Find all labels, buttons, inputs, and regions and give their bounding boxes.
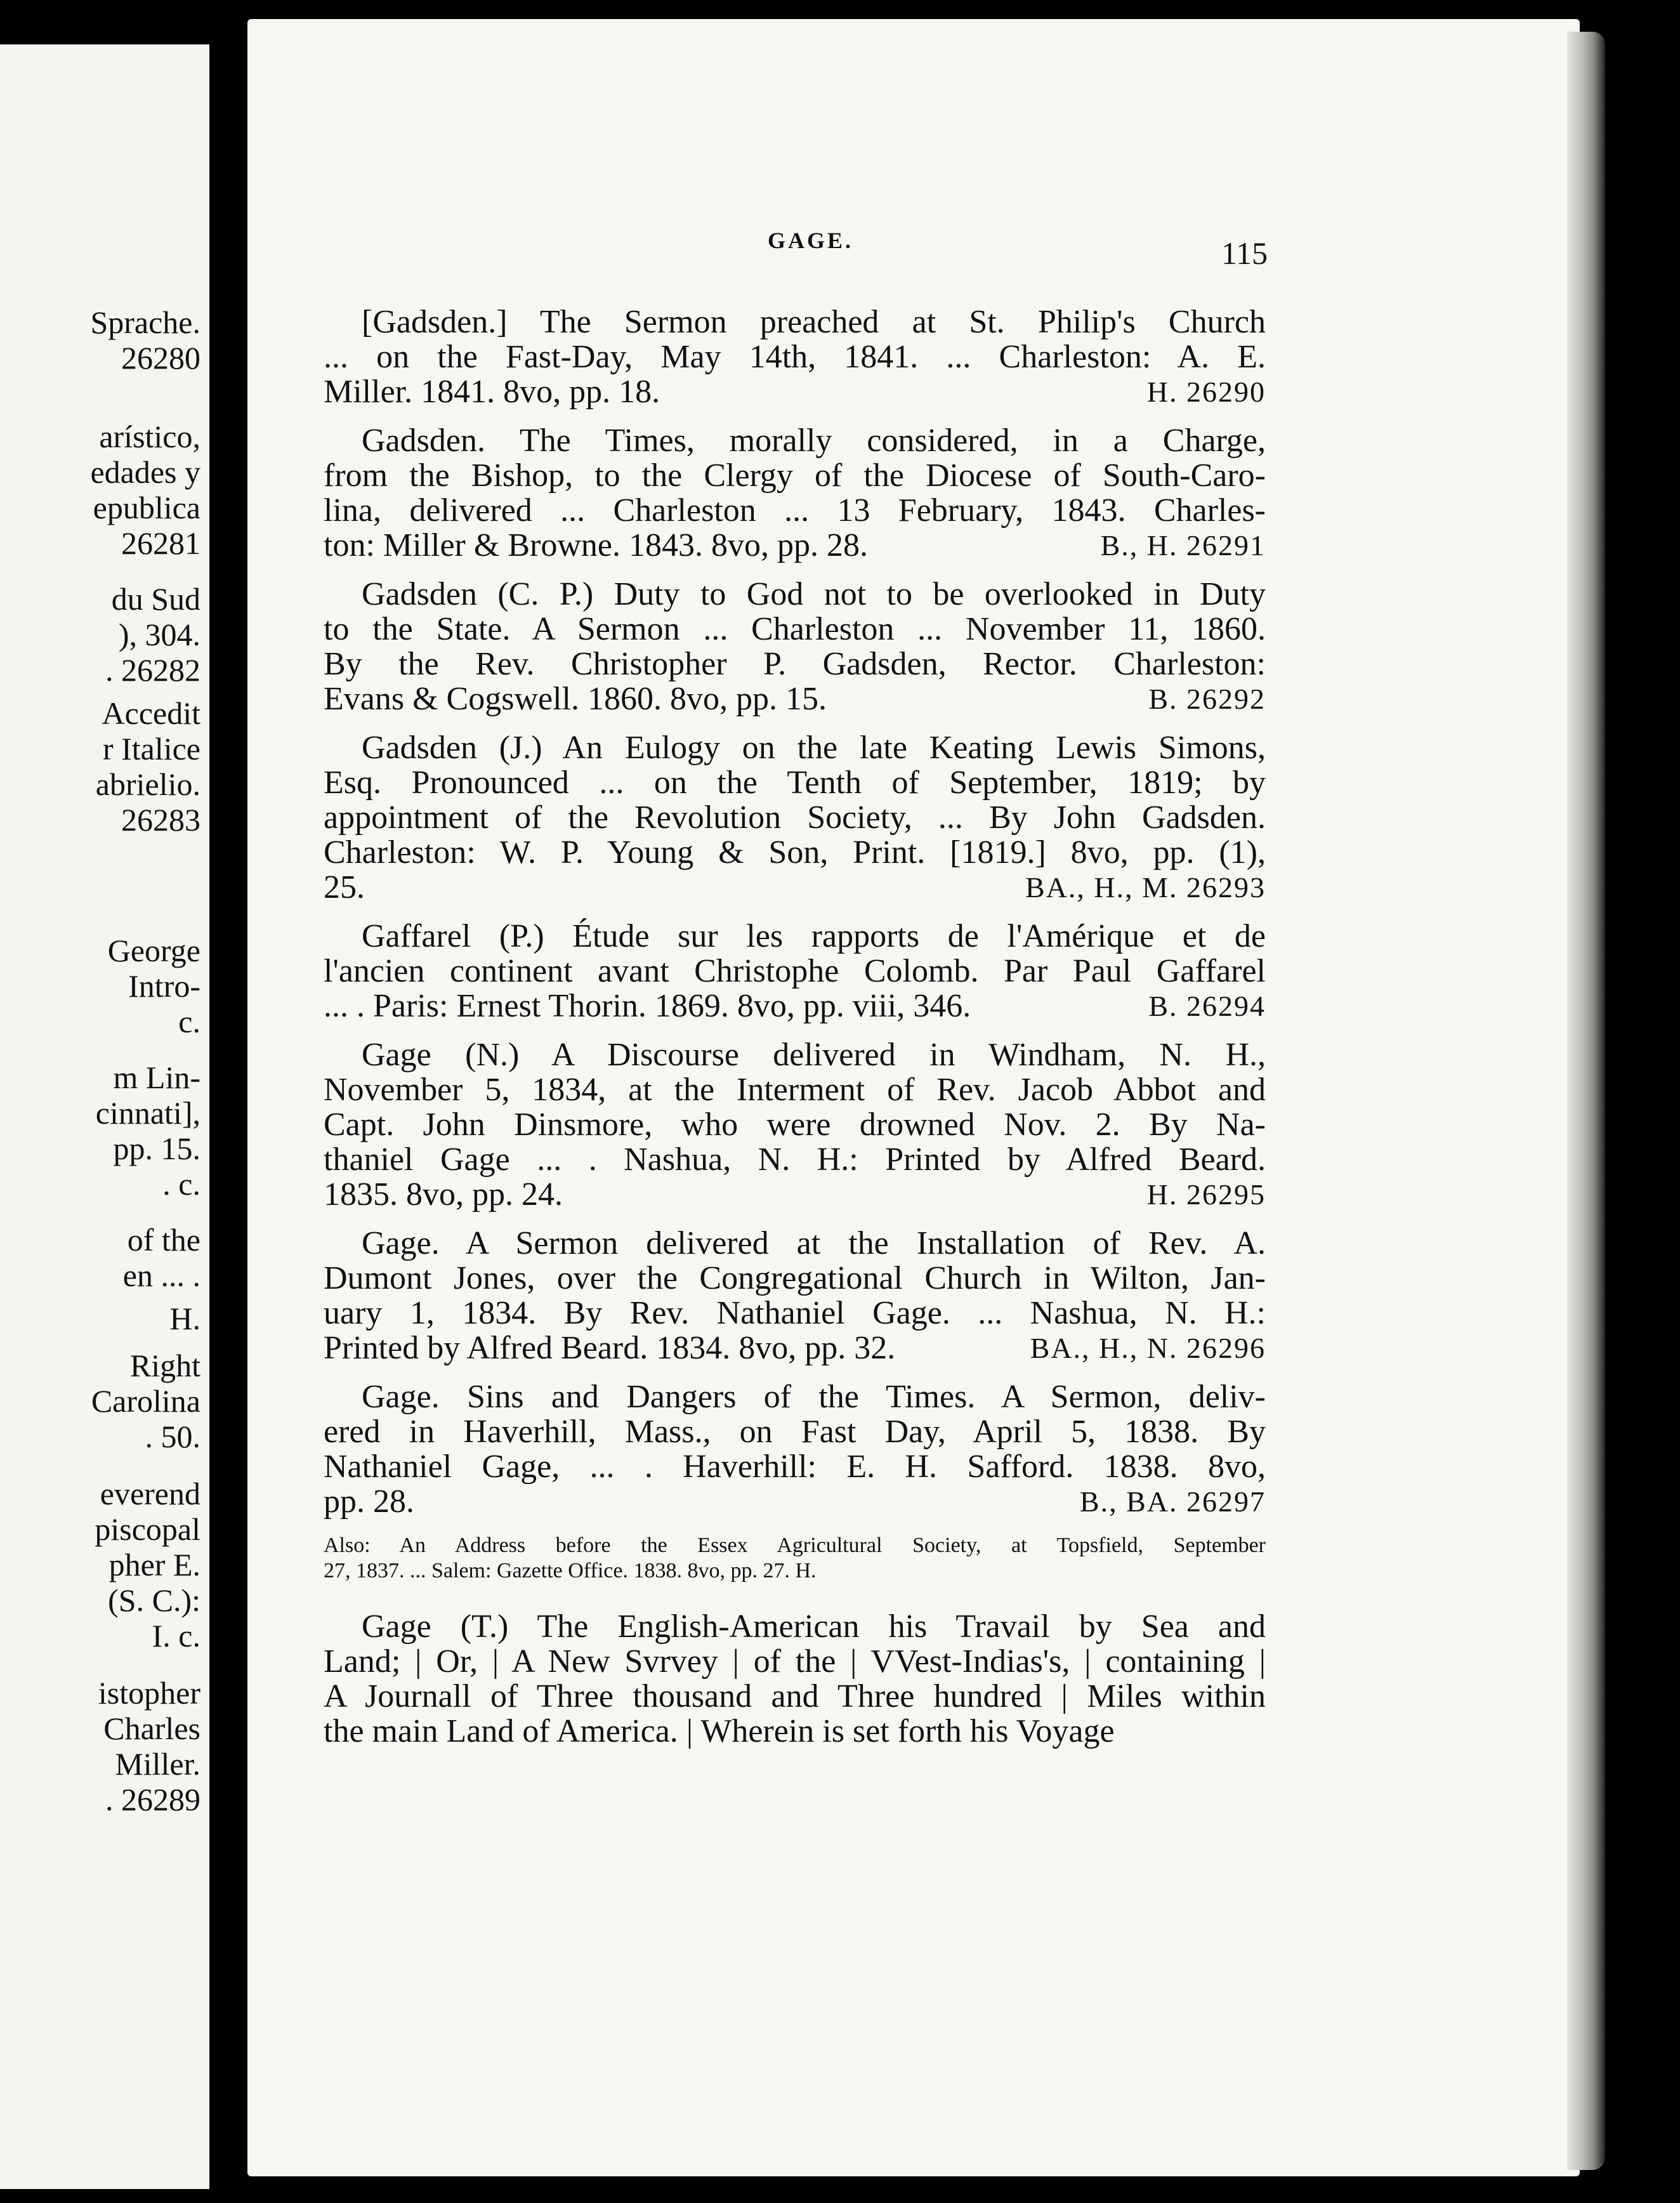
left-page-line: 26281 (121, 525, 200, 561)
entry-line: ... . Paris: Ernest Thorin. 1869. 8vo, pp. viii, 346. B. 26294 (324, 988, 1266, 1024)
left-page-line: Accedit (102, 695, 200, 731)
entry-line: Miller. 1841. 8vo, pp. 18. H. 26290 (324, 374, 1266, 410)
left-page-line: . 26289 (105, 1782, 200, 1817)
left-page-line: piscopal (95, 1511, 200, 1547)
entry-line: to the State. A Sermon ... Charleston ... November 11, 1860. (324, 611, 1266, 647)
entry-line: from the Bishop, to the Clergy of the Diocese of South-Caro- (324, 457, 1266, 494)
entry-line: appointment of the Revolution Society, ... By John Gadsden. (324, 799, 1266, 836)
entry-reference-number: BA., H., N. 26296 (1030, 1332, 1266, 1364)
left-page-line: du Sud (111, 581, 200, 617)
left-page-line: en ... . (122, 1258, 200, 1293)
left-page-line: pher E. (108, 1547, 200, 1582)
left-page-line: cinnati], (95, 1095, 200, 1131)
entry-line: Gage. Sins and Dangers of the Times. A Sermon, deliv- (362, 1379, 1266, 1415)
left-page-line: c. (178, 1004, 200, 1039)
bibliography-column (324, 305, 1266, 1763)
entry-line: Evans & Cogswell. 1860. 8vo, pp. 15. B. 26292 (324, 681, 1266, 717)
left-page-line: . 50. (145, 1419, 200, 1454)
entry-line: Capt. John Dinsmore, who were drowned Nov. 2. By Na- (324, 1107, 1266, 1143)
left-page-line: 26280 (121, 340, 200, 376)
left-page-line: arístico, (99, 419, 200, 454)
bibliography-entry (324, 577, 1266, 716)
left-page-line: Miller. (115, 1746, 200, 1782)
entry-line: ered in Haverhill, Mass., on Fast Day, April 5, 1838. By (324, 1414, 1266, 1450)
entry-line: uary 1, 1834. By Rev. Nathaniel Gage. ... Nashua, N. H.: (324, 1295, 1266, 1331)
entry-reference-number: B. 26292 (1148, 683, 1266, 715)
book-gutter (209, 0, 247, 2203)
entry-line: l'ancien continent avant Christophe Colomb. Par Paul Gaffarel (324, 953, 1266, 989)
bibliography-entry (324, 730, 1266, 905)
entry-line: ... on the Fast-Day, May 14th, 1841. ... Charleston: A. E. (324, 339, 1266, 375)
entry-line: Printed by Alfred Beard. 1834. 8vo, pp. 32. BA., H., N. 26296 (324, 1330, 1266, 1366)
entry-reference-number: H. 26290 (1146, 376, 1266, 408)
entry-reference-number: BA., H., M. 26293 (1025, 871, 1266, 904)
entry-line: Gadsden (C. P.) Duty to God not to be overlooked in Duty (362, 576, 1266, 612)
left-page-line: istopher (98, 1675, 200, 1711)
entry-reference-number: B. 26294 (1148, 990, 1266, 1022)
entry-line: Gaffarel (P.) Étude sur les rapports de l'Amérique et de (362, 918, 1266, 954)
entry-line: [Gadsden.] The Sermon preached at St. Philip's Church (362, 304, 1266, 340)
entry-line: the main Land of America. | Wherein is set forth his Voyage (324, 1713, 1115, 1749)
entry-line: Land; | Or, | A New Svrvey | of the | VVest-Indias's, | containing | (324, 1643, 1266, 1680)
bibliography-entry (324, 305, 1266, 409)
left-page-line: . c. (162, 1166, 200, 1202)
left-page-line: Carolina (91, 1383, 200, 1419)
left-page-line: Right (129, 1348, 200, 1383)
left-page-line: epublica (93, 490, 200, 525)
entry-line: A Journall of Three thousand and Three hundred | Miles within (324, 1678, 1266, 1714)
left-page-line: ), 304. (118, 617, 200, 652)
left-page-line: abrielio. (95, 766, 200, 802)
entry-line: thaniel Gage ... . Nashua, N. H.: Printed by Alfred Beard. (324, 1141, 1266, 1178)
entry-reference-number: B., BA. 26297 (1079, 1485, 1266, 1518)
page-edge (1567, 32, 1605, 2170)
entry-line: Nathaniel Gage, ... . Haverhill: E. H. Safford. 1838. 8vo, (324, 1449, 1266, 1485)
entry-line: Dumont Jones, over the Congregational Church in Wilton, Jan- (324, 1260, 1266, 1296)
running-head: GAGE. (768, 228, 854, 253)
also-note-line: Also: An Address before the Essex Agricultural Society, at Topsfield, September (324, 1534, 1266, 1557)
bibliography-entry (324, 1609, 1266, 1749)
entry-line: Gadsden (J.) An Eulogy on the late Keating Lewis Simons, (362, 730, 1266, 766)
entry-line: 1835. 8vo, pp. 24. H. 26295 (324, 1176, 1266, 1213)
page-number: 115 (1221, 235, 1268, 271)
left-page-line: m Lin- (113, 1060, 200, 1095)
left-page-line: . 26282 (105, 652, 200, 688)
bibliography-entry (324, 919, 1266, 1023)
left-page-line: H. (169, 1301, 200, 1336)
entry-line: Esq. Pronounced ... on the Tenth of September, 1819; by (324, 765, 1266, 801)
entry-line: pp. 28. B., BA. 26297 (324, 1483, 1266, 1520)
bibliography-entry (324, 423, 1266, 563)
entry-line: Gadsden. The Times, morally considered, in a Charge, (362, 423, 1266, 459)
left-page-line: Charles (103, 1711, 200, 1746)
also-note (324, 1533, 1266, 1584)
left-page-line: I. c. (152, 1618, 200, 1654)
bibliography-entry (324, 1037, 1266, 1212)
left-page-line: 26283 (121, 802, 200, 838)
left-page-line: Intro- (128, 968, 200, 1004)
bibliography-entry (324, 1226, 1266, 1365)
left-page-line: pp. 15. (113, 1131, 200, 1166)
left-page-line: edades y (90, 454, 200, 490)
left-page-line: everend (100, 1476, 200, 1511)
entry-line: Gage. A Sermon delivered at the Installation of Rev. A. (362, 1225, 1266, 1261)
entry-line: Gage (N.) A Discourse delivered in Windham, N. H., (362, 1037, 1266, 1073)
bibliography-entry (324, 1379, 1266, 1519)
left-page-line: (S. C.): (108, 1582, 200, 1618)
also-note-line: 27, 1837. ... Salem: Gazette Office. 1838. 8vo, pp. 27. H. (324, 1559, 817, 1582)
left-page-line: r Italice (102, 731, 200, 766)
entry-line: November 5, 1834, at the Interment of Rev. Jacob Abbot and (324, 1072, 1266, 1108)
entry-line: ton: Miller & Browne. 1843. 8vo, pp. 28. B., H. 26291 (324, 527, 1266, 563)
entry-reference-number: B., H. 26291 (1100, 529, 1266, 562)
entry-reference-number: H. 26295 (1146, 1178, 1266, 1211)
entry-line: By the Rev. Christopher P. Gadsden, Rector. Charleston: (324, 646, 1266, 682)
entry-line: Charleston: W. P. Young & Son, Print. [1819.] 8vo, pp. (1), (324, 834, 1266, 871)
entry-line: Gage (T.) The English-American his Travail by Sea and (362, 1608, 1266, 1645)
left-page-line: Sprache. (90, 305, 200, 340)
left-page-line: George (107, 933, 200, 968)
entry-line: lina, delivered ... Charleston ... 13 February, 1843. Charles- (324, 492, 1266, 529)
entry-line: 25. BA., H., M. 26293 (324, 869, 1266, 905)
left-page-fragment (0, 44, 209, 2189)
left-page-line: of the (127, 1222, 200, 1258)
